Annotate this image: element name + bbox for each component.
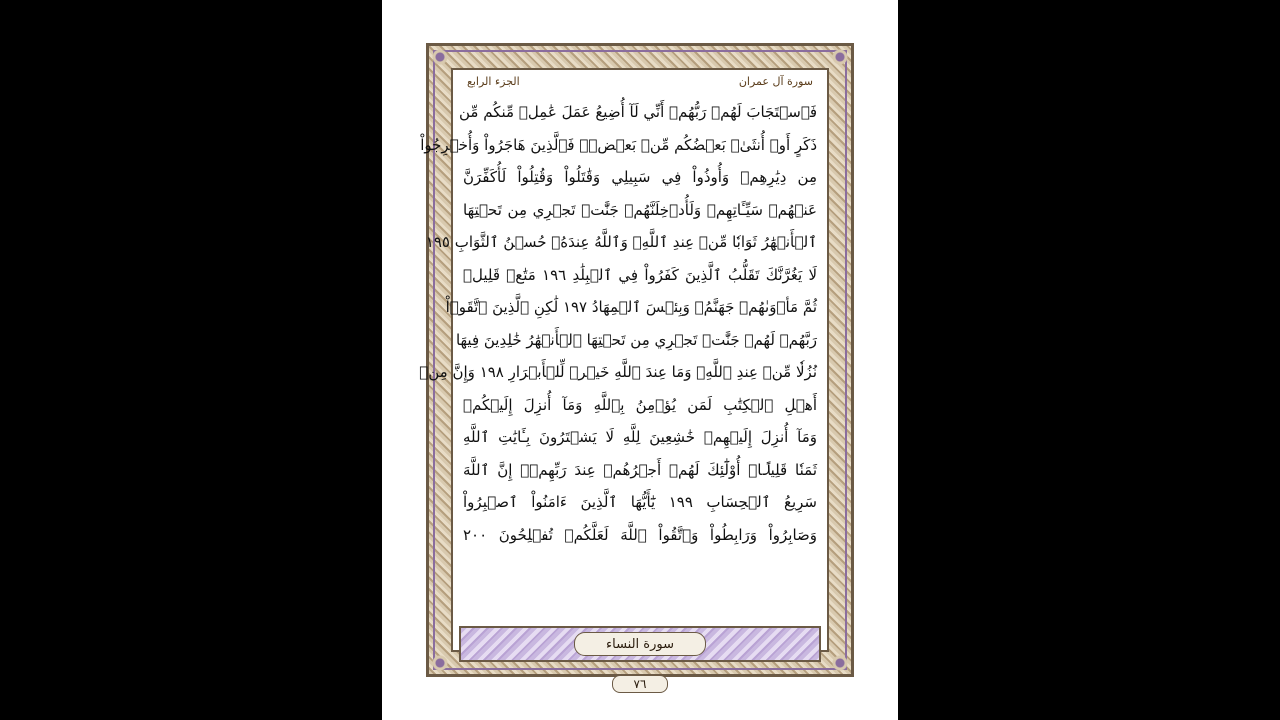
- verse-line: وَمَآ أُنزِلَ إِلَيۡهِمۡ خَٰشِعِينَ لِلَّهِ لَا يَشۡتَرُونَ بِـَٔايَٰتِ ٱللَّهِ: [463, 428, 817, 446]
- surah-name-header: سورة آل عمران: [738, 74, 813, 88]
- page-header: [453, 70, 827, 92]
- verse-line: ٱلۡأَنۡهَٰرُ ثَوَابٗا مِّنۡ عِندِ ٱللَّهِۚ وَٱللَّهُ عِندَهُۥ حُسۡنُ ٱلثَّوَابِ ١٩٥: [425, 233, 817, 251]
- next-surah-title: سورة النساء: [574, 632, 706, 656]
- juz-name-header: الجزء الرابع: [467, 74, 520, 88]
- verse-line: ذَكَرٍ أَوۡ أُنثَىٰۖ بَعۡضُكُم مِّنۢ بَعۡضٖۖ فَٱلَّذِينَ هَاجَرُواْ وَأُخۡرِجُواْ: [420, 135, 817, 154]
- verse-line: نُزُلٗا مِّنۡ عِندِ ٱللَّهِۗ وَمَا عِندَ ٱللَّهِ خَيۡرٞ لِّلۡأَبۡرَارِ ١٩٨ وَإِنَّ مِنۡ: [419, 363, 817, 381]
- verse-line: عَنۡهُمۡ سَيِّـَٔاتِهِمۡ وَلَأُدۡخِلَنَّهُمۡ جَنَّٰتٖ تَجۡرِي مِن تَحۡتِهَا: [463, 200, 817, 219]
- corner-ornament-icon: [831, 48, 849, 66]
- verse-line: رَبَّهُمۡ لَهُمۡ جَنَّٰتٞ تَجۡرِي مِن تَحۡتِهَا ٱلۡأَنۡهَٰرُ خَٰلِدِينَ فِيهَا: [455, 330, 817, 349]
- corner-ornament-icon: [431, 48, 449, 66]
- verse-line: فَٱسۡتَجَابَ لَهُمۡ رَبُّهُمۡ أَنِّي لَآ أُضِيعُ عَمَلَ عَٰمِلٖ مِّنكُم مِّن: [459, 103, 817, 121]
- surah-banner: [459, 626, 821, 662]
- corner-ornament-icon: [831, 654, 849, 672]
- text-panel: [419, 68, 829, 652]
- verse-line: ثُمَّ مَأۡوَىٰهُمۡ جَهَنَّمُۖ وَبِئۡسَ ٱلۡمِهَادُ ١٩٧ لَٰكِنِ ٱلَّذِينَ ٱتَّقَوۡاْ: [445, 298, 817, 316]
- mushaf-page: [382, 0, 898, 720]
- verse-line: ثَمَنٗا قَلِيلًاۚ أُوْلَٰٓئِكَ لَهُمۡ أَجۡرُهُمۡ عِندَ رَبِّهِمۡۗ إِنَّ ٱللَّهَ: [463, 460, 817, 479]
- verse-line: مِن دِيَٰرِهِمۡ وَأُوذُواْ فِي سَبِيلِي وَقَٰتَلُواْ وَقُتِلُواْ لَأُكَفِّرَنَّ: [463, 168, 817, 186]
- verse-line: وَصَابِرُواْ وَرَابِطُواْ وَٱتَّقُواْ ٱللَّهَ لَعَلَّكُمۡ تُفۡلِحُونَ ٢٠٠: [463, 525, 817, 544]
- verses-block: [419, 96, 818, 616]
- ornamental-frame: [419, 43, 854, 691]
- verse-line: لَا يَغُرَّنَّكَ تَقَلُّبُ ٱلَّذِينَ كَفَرُواْ فِي ٱلۡبِلَٰدِ ١٩٦ مَتَٰعٞ قَلِيلٞ: [463, 265, 817, 284]
- verse-line: سَرِيعُ ٱلۡحِسَابِ ١٩٩ يَٰٓأَيُّهَا ٱلَّذِينَ ءَامَنُواْ ٱصۡبِرُواْ: [463, 493, 818, 511]
- verse-line: أَهۡلِ ٱلۡكِتَٰبِ لَمَن يُؤۡمِنُ بِٱللَّهِ وَمَآ أُنزِلَ إِلَيۡكُمۡ: [463, 395, 817, 414]
- page-number: ٧٦: [612, 675, 668, 693]
- corner-ornament-icon: [431, 654, 449, 672]
